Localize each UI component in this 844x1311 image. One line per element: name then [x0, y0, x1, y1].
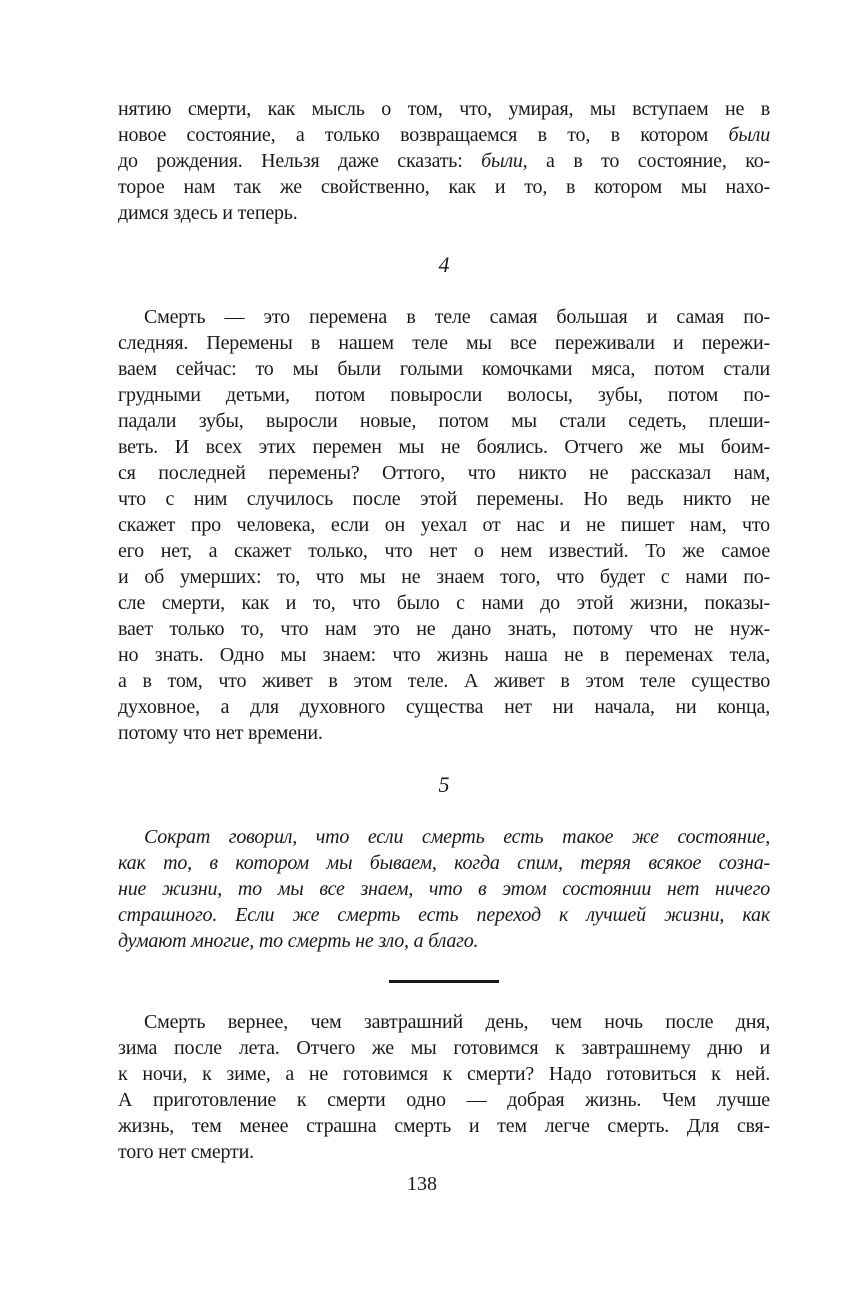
- text-line: зима после лета. Отчего же мы готовимся к завтрашнему дню и: [118, 1037, 770, 1059]
- text-line: А приготовление к смерти одно — добрая жизнь. Чем лучше: [118, 1089, 770, 1111]
- section-4-paragraph: [118, 304, 770, 746]
- text-line: жизнь, тем менее страшна смерть и тем легче смерть. Для свя-: [118, 1115, 770, 1137]
- text-line: Сократ говорил, что если смерть есть такое же состояние,: [144, 826, 770, 848]
- text-line: духовное, а для духовного существа нет ни начала, ни конца,: [118, 696, 770, 718]
- text-line: Смерть — это перемена в теле самая большая и самая по-: [144, 306, 770, 328]
- text-line: думают многие, то смерть не зло, а благо.: [118, 930, 479, 952]
- text-line: ние жизни, то мы все знаем, что в этом состоянии нет ничего: [118, 878, 770, 900]
- text-line: вает только то, что нам это не дано знать, потому что не нуж-: [118, 618, 770, 640]
- text-fragment: новое состояние, а только возвращаемся в то, в котором: [118, 124, 729, 146]
- text-line: скажет про человека, если он уехал от нас и не пишет нам, что: [118, 514, 770, 536]
- section-5-paragraph: [118, 824, 770, 954]
- text-line: потому что нет времени.: [118, 722, 323, 744]
- text-line: [118, 148, 770, 174]
- section-number-4: 4: [438, 252, 450, 277]
- text-line: и об умерших: то, что мы не знаем того, что будет с нами по-: [118, 566, 770, 588]
- text-line: того нет смерти.: [118, 1141, 254, 1163]
- text-line: падали зубы, выросли новые, потом мы стали седеть, плеши-: [118, 410, 770, 432]
- text-line: веть. И всех этих перемен мы не боялись. Отчего же мы боим-: [118, 436, 770, 458]
- text-line: грудными детьми, потом повыросли волосы, зубы, потом по-: [118, 384, 770, 406]
- section-number-5: 5: [438, 772, 450, 797]
- text-line: ся последней перемены? Оттого, что никто не рассказал нам,: [118, 462, 770, 484]
- text-fragment: а в то состояние, ко-: [527, 150, 770, 172]
- text-line: следняя. Перемены в нашем теле мы все переживали и пережи-: [118, 332, 770, 354]
- text-line: димся здесь и теперь.: [118, 202, 298, 224]
- text-line: его нет, а скажет только, что нет о нем известий. То же самое: [118, 540, 770, 562]
- page-number: 138: [407, 1173, 437, 1195]
- text-line: что с ним случилось после этой перемены. Но ведь никто не: [118, 488, 770, 510]
- text-line: страшного. Если же смерть есть переход к лучшей жизни, как: [118, 904, 770, 926]
- text-line: к ночи, к зиме, а не готовимся к смерти? Надо готовиться к ней.: [118, 1063, 770, 1085]
- italic-word: были: [728, 124, 770, 146]
- text-fragment: до рождения. Нельзя даже сказать:: [118, 150, 482, 172]
- text-line: Смерть вернее, чем завтрашний день, чем ночь после дня,: [144, 1011, 770, 1033]
- closing-paragraph: [118, 1009, 770, 1165]
- text-line: нятию смерти, как мысль о том, что, умирая, мы вступаем не в: [118, 98, 770, 120]
- text-line: а в том, что живет в этом теле. А живет в этом теле существо: [118, 670, 770, 692]
- text-line: но знать. Одно мы знаем: что жизнь наша не в переменах тела,: [118, 644, 770, 666]
- book-page: [118, 96, 770, 1165]
- text-line: как то, в котором мы бываем, когда спим, теряя всякое созна-: [118, 852, 770, 874]
- paragraph-continuation: [118, 96, 770, 226]
- text-line: торое нам так же свойственно, как и то, в котором мы нахо-: [118, 176, 770, 198]
- text-line: ваем сейчас: то мы были голыми комочками мяса, потом стали: [118, 358, 770, 380]
- text-line: [118, 122, 770, 148]
- italic-word: были,: [481, 150, 528, 172]
- text-line: сле смерти, как и то, что было с нами до этой жизни, показы-: [118, 592, 770, 614]
